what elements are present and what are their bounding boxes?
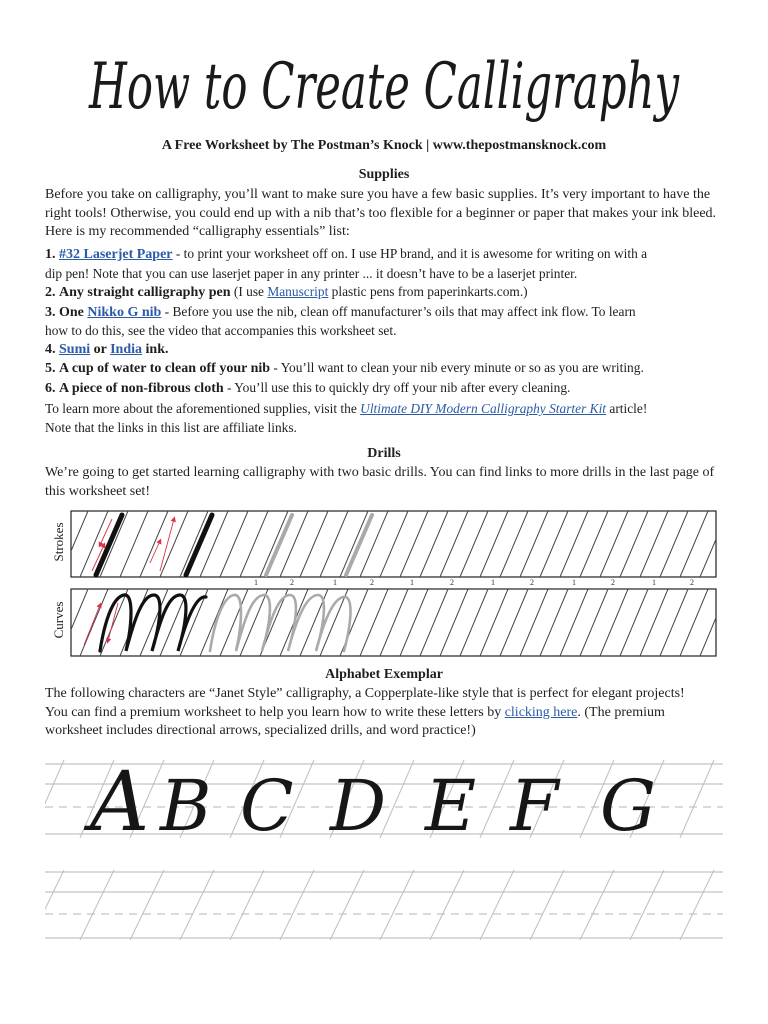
more-info-text: article! xyxy=(606,401,648,416)
item-number: 3. xyxy=(45,304,56,320)
step-number: 2 xyxy=(611,578,615,587)
supplies-more-info xyxy=(45,400,725,437)
curves-label: Curves xyxy=(51,601,66,639)
slant-line xyxy=(130,870,164,940)
list-item-continued: dip pen! Note that you can use laserjet paper in any printer ... it doesn’t have to be a laserjet printer. xyxy=(45,265,578,281)
letter-c: C xyxy=(240,765,294,847)
supplies-list xyxy=(45,245,725,398)
slant-line xyxy=(680,760,714,838)
alphabet-intro-text: . (The premium xyxy=(577,704,665,720)
item-title: A piece of non-fibrous cloth xyxy=(59,380,224,396)
title-lettering xyxy=(0,40,768,136)
strokes-label: Strokes xyxy=(51,522,66,562)
item-text: - You’ll want to clean your nib every minute or so as you are writing. xyxy=(270,360,644,375)
slant-line xyxy=(630,870,664,940)
manuscript-link[interactable]: Manuscript xyxy=(267,284,329,299)
slant-line xyxy=(330,870,364,940)
slant-line xyxy=(580,870,614,940)
list-item-continued: how to do this, see the video that accompanies this worksheet set. xyxy=(45,323,397,338)
affiliate-note: Note that the links in this list are affiliate links. xyxy=(45,419,297,435)
alphabet-heading: Alphabet Exemplar xyxy=(325,667,443,682)
item-text: or xyxy=(90,341,111,357)
step-number: 2 xyxy=(450,578,454,587)
clicking-here-link[interactable]: clicking here xyxy=(504,704,578,720)
slant-line xyxy=(80,870,114,940)
alphabet-letters xyxy=(83,755,656,850)
slant-guidelines xyxy=(30,870,764,940)
slant-line xyxy=(720,511,748,577)
page-title: How to Create Calligraphy xyxy=(88,50,680,124)
item-title: Any straight calligraphy pen xyxy=(59,285,231,300)
step-number: 2 xyxy=(370,578,374,587)
drills-intro: We’re going to get started learning calligraphy with two basic drills. You can find links to more drills in the last page of this worksheet set! xyxy=(45,465,715,499)
slant-line xyxy=(730,760,764,838)
slant-line xyxy=(30,870,64,940)
slant-line xyxy=(380,870,414,940)
step-number: 2 xyxy=(530,578,534,587)
more-info-line xyxy=(45,400,725,419)
slant-line xyxy=(680,870,714,940)
item-number: 1. xyxy=(45,247,56,262)
list-item xyxy=(45,303,725,323)
drill-step-numbers xyxy=(254,578,694,587)
step-number: 1 xyxy=(254,578,258,587)
item-text: plastic pens from paperinkarts.com.) xyxy=(328,284,528,299)
slant-line xyxy=(730,870,764,940)
alphabet-intro-line: The following characters are “Janet Style” calligraphy, a Copperplate-like style that is perfect for elegant projects! xyxy=(45,686,685,701)
item-number: 4. xyxy=(45,341,56,357)
letter-b: B xyxy=(160,765,212,847)
item-number: 5. xyxy=(45,361,56,376)
slant-line xyxy=(740,511,768,577)
letter-g: G xyxy=(600,765,656,847)
list-item xyxy=(45,379,725,399)
step-number: 2 xyxy=(290,578,294,587)
subtitle: A Free Worksheet by The Postman’s Knock | www.thepostmansknock.com xyxy=(161,138,607,153)
list-item xyxy=(45,341,725,360)
curves-drill-box xyxy=(60,589,768,656)
practice-row xyxy=(30,870,764,940)
alphabet-intro-line: worksheet includes directional arrows, specialized drills, and word practice!) xyxy=(45,723,476,738)
slant-line xyxy=(280,870,314,940)
item-text: - You’ll use this to quickly dry off your nib after every cleaning. xyxy=(223,379,571,395)
strokes-drill-box xyxy=(60,511,768,577)
step-number: 1 xyxy=(491,578,495,587)
exemplar-row xyxy=(30,755,764,850)
step-number: 1 xyxy=(410,578,414,587)
item-title: One xyxy=(59,304,88,320)
more-info-text: To learn more about the aforementioned supplies, visit the xyxy=(45,401,361,416)
list-item xyxy=(45,245,725,265)
item-number: 2. xyxy=(45,285,56,300)
nikko-g-nib-link[interactable]: Nikko G nib xyxy=(87,304,162,320)
slant-line xyxy=(480,870,514,940)
item-text: - to print your worksheet off on. I use HP brand, and it is awesome for writing on with a xyxy=(172,246,648,261)
laserjet-paper-link[interactable]: #32 Laserjet Paper xyxy=(59,247,173,262)
drills-heading: Drills xyxy=(367,446,401,461)
item-text: ink. xyxy=(142,341,169,357)
step-number: 1 xyxy=(652,578,656,587)
slant-guidelines xyxy=(60,589,768,656)
curve-examples xyxy=(84,595,350,651)
alphabet-intro-text: You can find a premium worksheet to help you learn how to write these letters by xyxy=(45,704,505,720)
slant-line xyxy=(230,870,264,940)
step-number: 1 xyxy=(572,578,576,587)
drill-practice-area xyxy=(0,505,768,665)
letter-f: F xyxy=(510,765,559,847)
step-number: 1 xyxy=(333,578,337,587)
list-item xyxy=(45,283,725,303)
letter-d: D xyxy=(330,765,387,847)
item-text: - Before you use the nib, clean off manufacturer’s oils that may affect ink flow. To learn xyxy=(161,303,636,319)
list-item xyxy=(45,359,725,379)
slant-guidelines xyxy=(60,511,768,577)
slant-line xyxy=(30,760,64,838)
item-title: A cup of water to clean off your nib xyxy=(59,361,271,376)
supplies-heading: Supplies xyxy=(358,167,410,182)
letter-a: A xyxy=(90,755,150,850)
starter-kit-link[interactable]: Ultimate DIY Modern Calligraphy Starter Kit xyxy=(360,401,607,416)
india-ink-link[interactable]: India xyxy=(110,341,143,357)
step-number: 2 xyxy=(690,578,694,587)
slant-line xyxy=(720,589,748,656)
slant-line xyxy=(480,760,514,838)
slant-line xyxy=(740,589,768,656)
slant-line xyxy=(430,870,464,940)
alphabet-intro xyxy=(45,685,725,741)
item-number: 6. xyxy=(45,380,56,396)
slant-line xyxy=(180,870,214,940)
supplies-intro: Before you take on calligraphy, you’ll want to make sure you have a few basic supplies. It’s very important to have the right tools! Otherwise, you could end up with a nib that’s too flexible for a beginner or paper that makes your ink bleed. Here is my recommended “calligraphy essentials” list: xyxy=(45,187,717,239)
slant-line xyxy=(530,870,564,940)
letter-e: E xyxy=(425,765,477,847)
alphabet-exemplar-area xyxy=(0,752,768,952)
sumi-ink-link[interactable]: Sumi xyxy=(59,341,91,357)
item-text: (I use xyxy=(230,284,268,299)
